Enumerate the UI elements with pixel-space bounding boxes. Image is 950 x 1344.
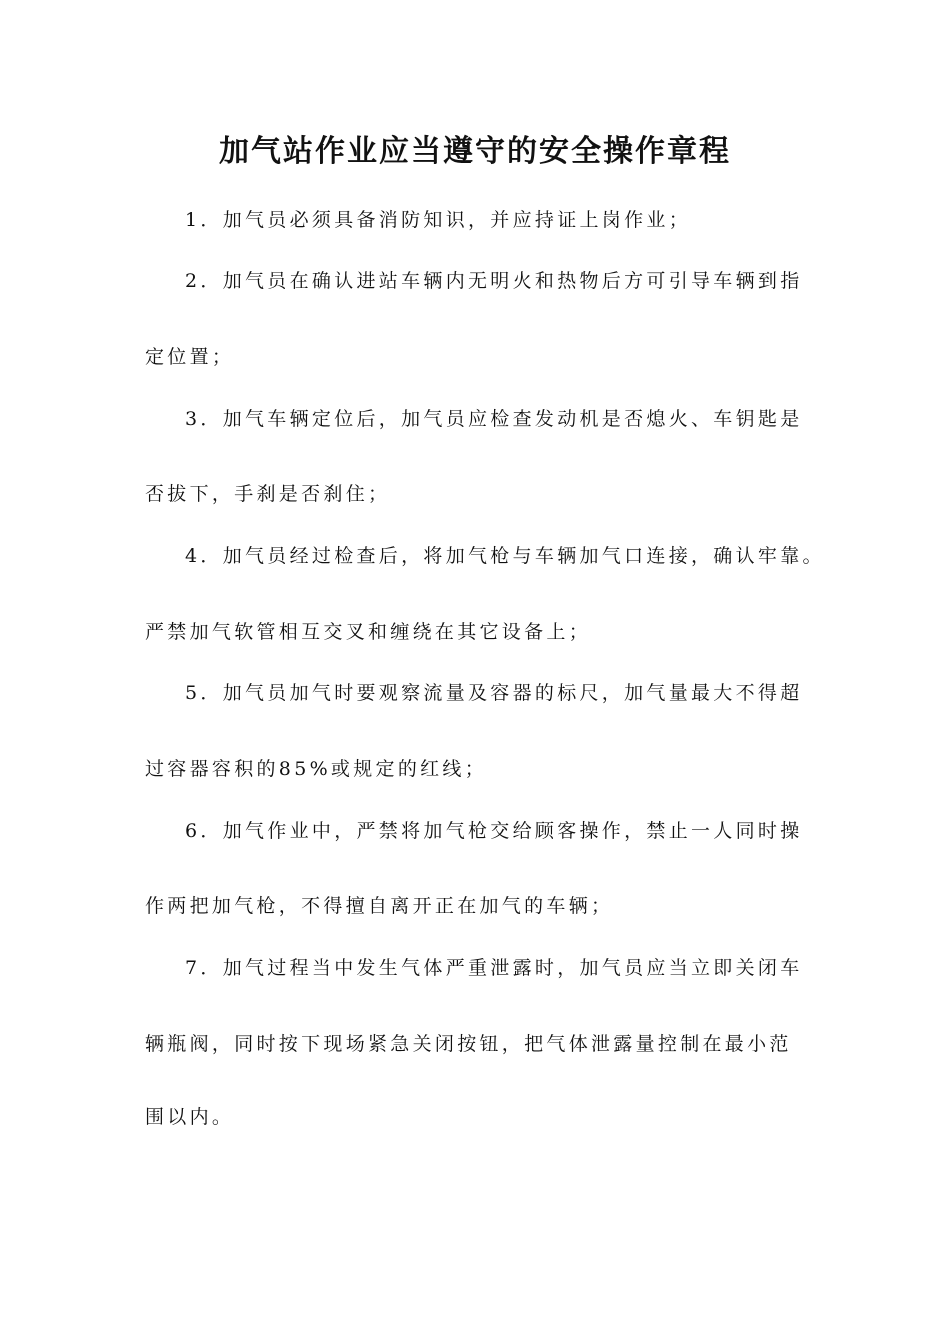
rule-3-line-2: 否拔下，手刹是否刹住； bbox=[145, 483, 391, 505]
rule-5-line-2: 过容器容积的85%或规定的红线； bbox=[145, 758, 488, 780]
document-title: 加气站作业应当遵守的安全操作章程 bbox=[219, 134, 731, 169]
rule-7-line-3: 围以内。 bbox=[145, 1106, 235, 1128]
rule-6-line-1: 6．加气作业中，严禁将加气枪交给顾客操作，禁止一人同时操 bbox=[185, 820, 803, 842]
rule-4-line-2: 严禁加气软管相互交叉和缠绕在其它设备上； bbox=[145, 621, 592, 643]
rule-5-line-1: 5．加气员加气时要观察流量及容器的标尺，加气量最大不得超 bbox=[185, 682, 803, 704]
rule-2-line-1: 2．加气员在确认进站车辆内无明火和热物后方可引导车辆到指 bbox=[185, 270, 803, 292]
rule-3-line-1: 3．加气车辆定位后，加气员应检查发动机是否熄火、车钥匙是 bbox=[185, 408, 803, 430]
rule-7-line-2: 辆瓶阀，同时按下现场紧急关闭按钮，把气体泄露量控制在最小范 bbox=[145, 1033, 792, 1055]
rule-1-line-1: 1．加气员必须具备消防知识，并应持证上岗作业； bbox=[185, 209, 691, 231]
rule-7-line-1: 7．加气过程当中发生气体严重泄露时，加气员应当立即关闭车 bbox=[185, 957, 803, 979]
rule-2-line-2: 定位置； bbox=[145, 346, 235, 368]
rule-4-line-1: 4．加气员经过检查后，将加气枪与车辆加气口连接，确认牢靠。 bbox=[185, 545, 825, 567]
rule-6-line-2: 作两把加气枪，不得擅自离开正在加气的车辆； bbox=[145, 895, 614, 917]
